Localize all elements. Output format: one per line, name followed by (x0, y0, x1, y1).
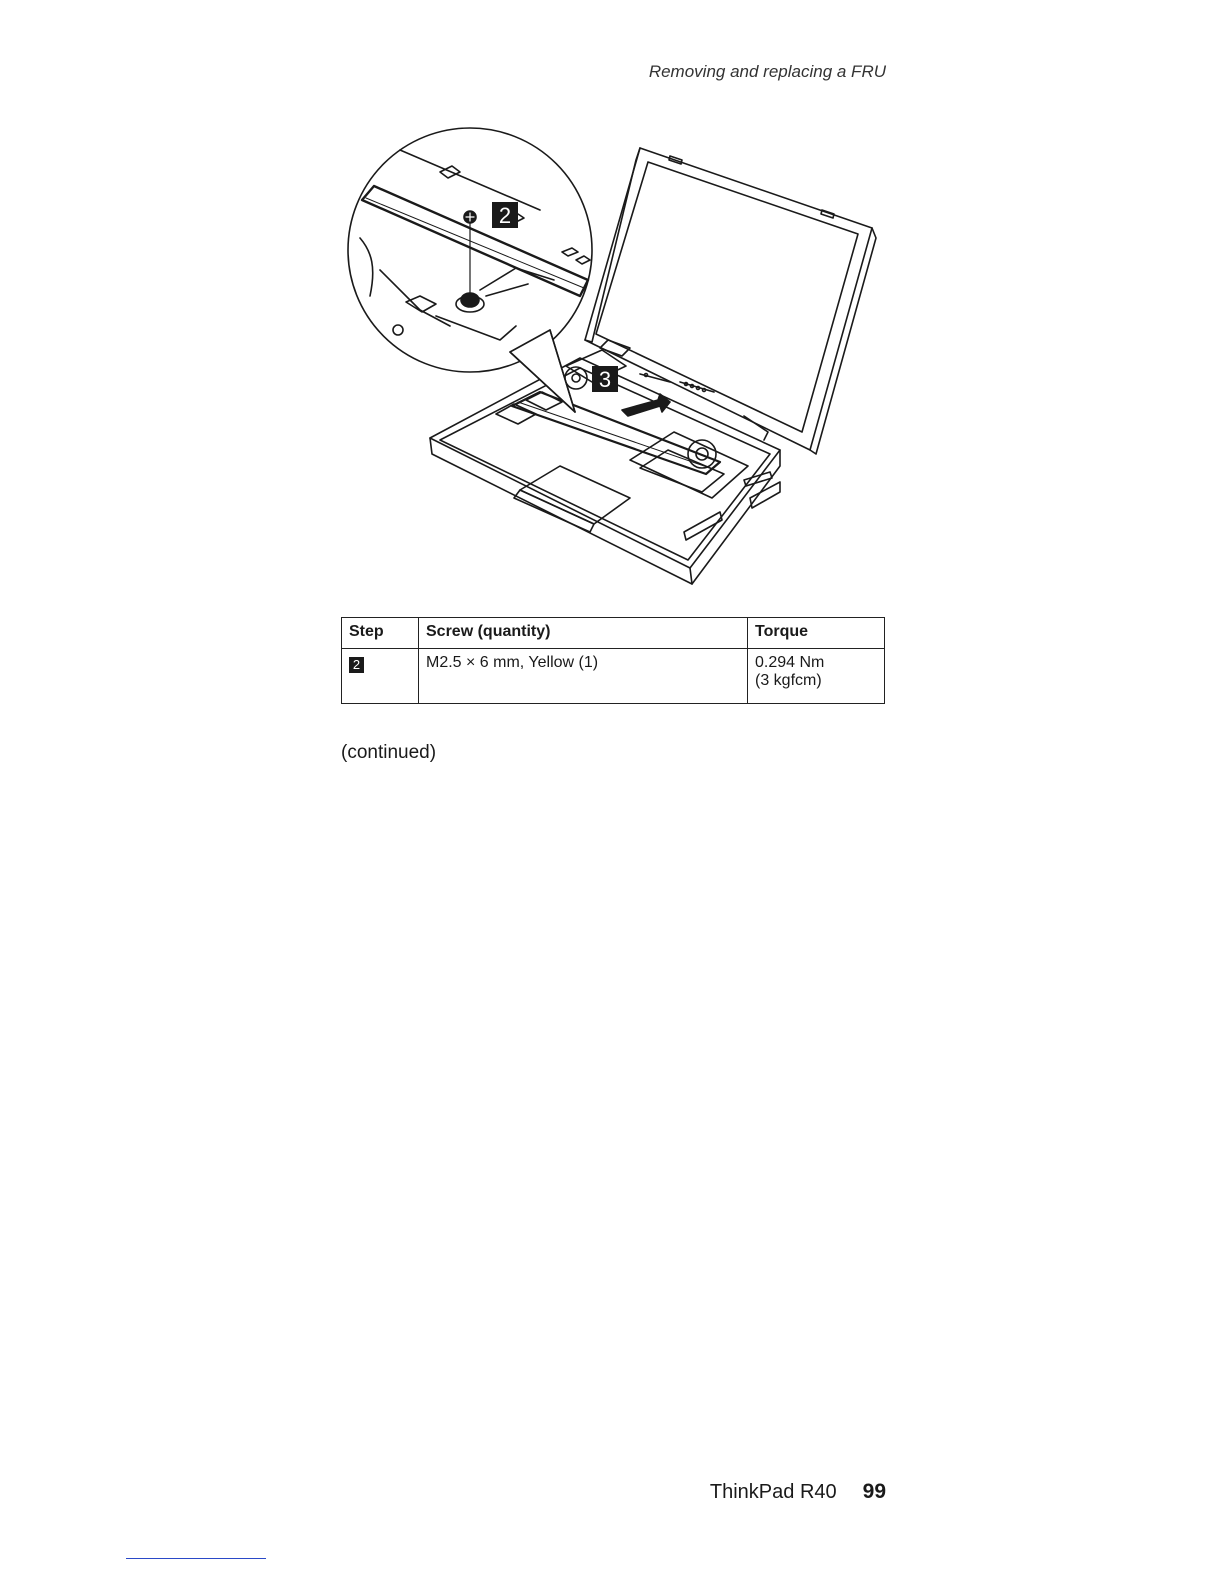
torque-nm: 0.294 Nm (755, 654, 825, 671)
footer-product-name: ThinkPad R40 (709, 1481, 837, 1503)
table-row (342, 649, 885, 704)
column-header-torque: Torque (748, 618, 885, 649)
magnified-detail (348, 128, 592, 412)
svg-text:2: 2 (498, 203, 512, 228)
screw-torque-table (341, 617, 885, 704)
screw-cell: M2.5 × 6 mm, Yellow (1) (419, 649, 748, 704)
page-footer (710, 1480, 886, 1504)
footnote-divider (126, 1558, 266, 1559)
column-header-screw: Screw (quantity) (419, 618, 748, 649)
step-number-badge: 2 (349, 657, 364, 673)
torque-kgfcm: (3 kgfcm) (755, 672, 822, 689)
page-number: 99 (862, 1480, 886, 1503)
torque-cell (748, 649, 885, 704)
column-header-step: Step (342, 618, 419, 649)
table-header-row (342, 618, 885, 649)
continued-note: (continued) (341, 742, 437, 763)
callout-2 (492, 202, 518, 228)
running-header: Removing and replacing a FRU (648, 62, 886, 81)
svg-text:3: 3 (598, 367, 612, 392)
step-cell (342, 649, 419, 704)
laptop-disassembly-illustration (340, 120, 888, 590)
illustration-svg (340, 120, 888, 590)
callout-3 (592, 366, 618, 392)
